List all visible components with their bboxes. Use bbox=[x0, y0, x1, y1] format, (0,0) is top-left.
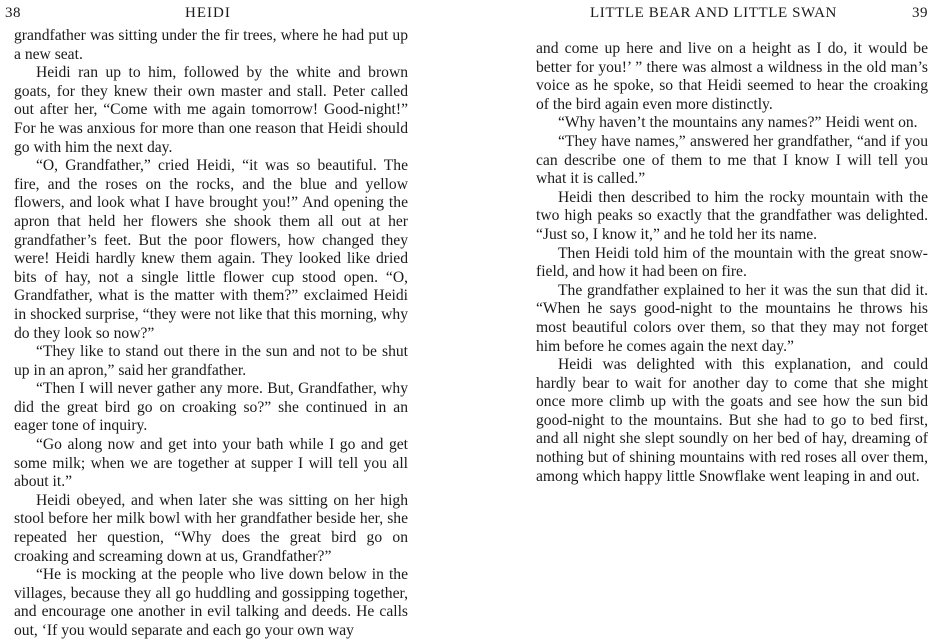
left-page bbox=[0, 0, 470, 639]
paragraph: The grandfather explained to her it was the sun that did it. “When he says good-night to the mountains he throws his most beautiful colors over them, so that they may not forget him before he comes again the next day.” bbox=[536, 281, 928, 355]
left-page-body bbox=[14, 27, 408, 641]
paragraph: grandfather was sitting under the fir trees, where he had put up a new seat. bbox=[14, 27, 408, 63]
paragraph: “He is mocking at the people who live down below in the villages, because they all go huddling and gossipping together, and encourage one another in evil talking and deeds. He calls out, ‘If you would separate and each go your own way bbox=[14, 566, 408, 639]
right-running-title: LITTLE BEAR AND LITTLE SWAN bbox=[590, 5, 837, 21]
right-page bbox=[472, 0, 942, 590]
paragraph: “O, Grandfather,” cried Heidi, “it was so beautiful. The fire, and the roses on the rocks, and the blue and yellow flowers, and look what I have brought you!” And opening the apron that held her flowers she shook them all out at her grandfather’s feet. But the poor flowers, how changed they were! Heidi hardly knew them again. They looked like dried bits of hay, not a single little flower cup stood open. “O, Grandfather, what is the matter with them?” exclaimed Heidi in shocked surprise, “they were not like that this morning, why do they look so now?” bbox=[14, 157, 408, 342]
paragraph: Then Heidi told him of the mountain with the great snow-field, and how it had been on fire. bbox=[536, 244, 928, 281]
paragraph: “Why haven’t the mountains any names?” Heidi went on. bbox=[558, 114, 918, 132]
paragraph: Heidi then described to him the rocky mountain with the two high peaks so exactly that the grandfather was delighted. “Just so, I know it,” and he told her its name. bbox=[536, 188, 928, 243]
paragraph: Heidi ran up to him, followed by the white and brown goats, for they knew their own master and stall. Peter called out after her, “Come with me again tomorrow! Good-night!” For he was anxious for more than one reason that Heidi should go with him the next day. bbox=[14, 64, 408, 156]
right-page-body bbox=[536, 40, 928, 486]
paragraph: and come up here and live on a height as I do, it would be better for you!’ ” there was almost a wildness in the old man’s voice as he spoke, so that Heidi seemed to hear the croaking of the bird again even more distinctly. bbox=[536, 40, 928, 113]
paragraph: “They have names,” answered her grandfather, “and if you can describe one of them to me that I know I will tell you what it is called.” bbox=[536, 132, 928, 188]
paragraph: Heidi was delighted with this explanation, and could hardly bear to wait for another day to come that she might once more climb up with the goats and see how the sun bid good-night to the mountains. But she had to go to bed first, and all night she slept soundly on her bed of hay, dreaming of nothing but of shining mountains with red roses all over them, among which happy little Snowflake went leaping in and out. bbox=[536, 356, 928, 485]
paragraph: Heidi obeyed, and when later she was sitting on her high stool before her milk bowl with her grandfather beside her, she repeated her question, “Why does the great bird go on croaking and screaming down at us, Grandfather?” bbox=[14, 491, 408, 565]
right-page-number: 39 bbox=[912, 5, 928, 21]
paragraph: “Go along now and get into your bath while I go and get some milk; when we are together at supper I will tell you all about it.” bbox=[14, 436, 408, 491]
paragraph: “Then I will never gather any more. But, Grandfather, why did the great bird go on croaking so?” she continued in an eager tone of inquiry. bbox=[14, 380, 408, 435]
paragraph: “They like to stand out there in the sun and not to be shut up in an apron,” said her grandfather. bbox=[14, 343, 408, 379]
left-running-title: HEIDI bbox=[185, 5, 231, 21]
left-page-number: 38 bbox=[5, 5, 21, 21]
